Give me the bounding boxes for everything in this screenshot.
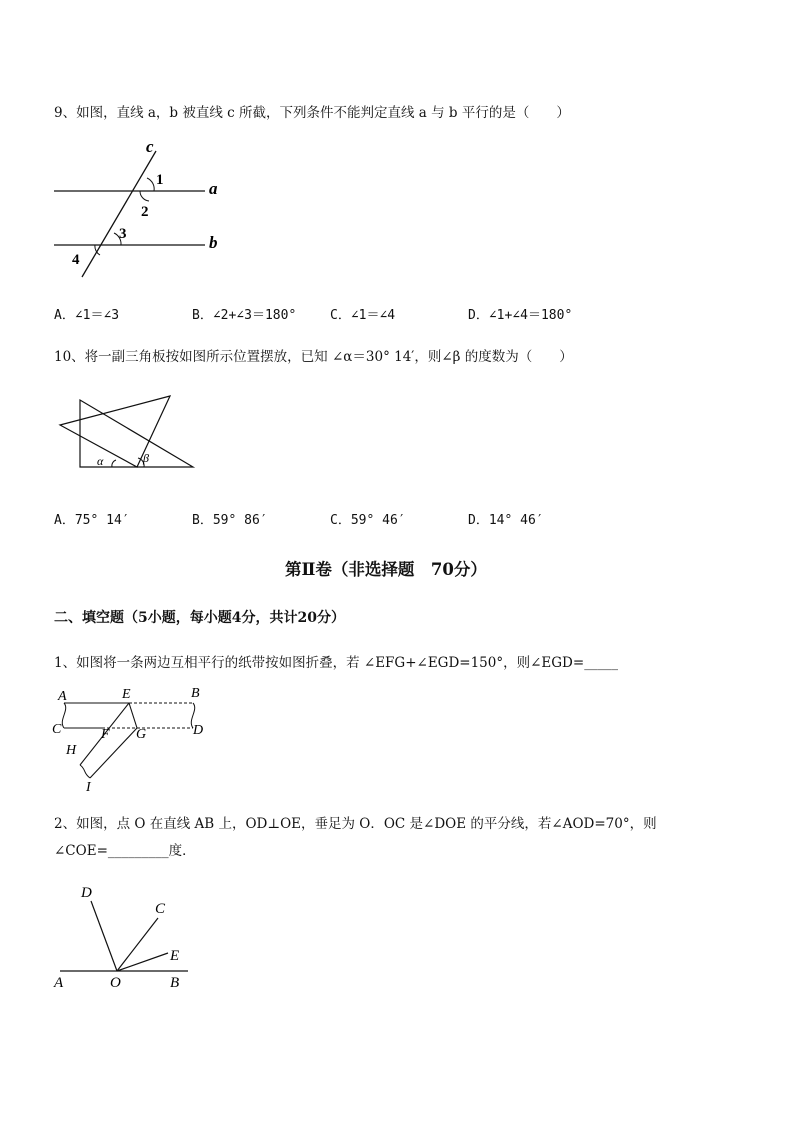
label-B: B <box>191 686 200 701</box>
q9-option-c[interactable]: C．∠1＝∠4 <box>330 308 396 323</box>
angle-1-arc <box>147 178 154 191</box>
label-A: A <box>54 975 64 991</box>
label-3: 3 <box>119 226 127 242</box>
fill-1-figure <box>52 683 212 795</box>
label-c: c <box>146 137 154 156</box>
fill-2-stem-line-2: ∠COE=_________度． <box>54 843 196 859</box>
question-10-figure <box>55 392 200 474</box>
label-A: A <box>58 689 67 704</box>
section-2-title: 第Ⅱ卷（非选择题 70分） <box>285 560 487 579</box>
fill-1-stem: 1、如图将一条两边互相平行的纸带按如图折叠，若 ∠EFG+∠EGD=150°，则∠EGD=_____ <box>54 655 618 671</box>
question-9-figure <box>50 134 240 284</box>
label-C: C <box>155 901 166 917</box>
label-O: O <box>110 975 121 991</box>
label-a: a <box>209 179 218 198</box>
label-I: I <box>86 780 91 795</box>
fold-line-eg <box>129 703 137 728</box>
ray-od <box>91 901 117 971</box>
folded-edge-gi <box>90 728 137 778</box>
fill-in-heading: 二、填空题（5小题，每小题4分，共计20分） <box>54 610 345 626</box>
q10-option-a[interactable]: A．75° 14′ <box>54 513 130 528</box>
question-9-stem: 9、如图，直线 a，b 被直线 c 所截，下列条件不能判定直线 a 与 b 平行的是（ ） <box>54 105 570 121</box>
label-alpha: α <box>97 454 104 468</box>
angle-2-arc <box>140 191 149 201</box>
q9-option-d[interactable]: D．∠1+∠4＝180° <box>468 308 573 323</box>
question-10-stem: 10、将一副三角板按如图所示位置摆放，已知 ∠α＝30° 14′，则∠β 的度数为（ ） <box>54 349 573 365</box>
label-b: b <box>209 233 218 252</box>
label-D: D <box>193 723 204 738</box>
label-B: B <box>170 975 180 991</box>
q10-option-d[interactable]: D．14° 46′ <box>468 513 544 528</box>
label-2: 2 <box>141 204 149 220</box>
label-C: C <box>52 722 62 737</box>
fill-2-stem-line-1: 2、如图，点 O 在直线 AB 上，OD⊥OE，垂足为 O．OC 是∠DOE 的平分线，若∠AOD=70°，则 <box>54 816 657 832</box>
triangle-ruler-2 <box>60 396 170 467</box>
label-E: E <box>122 687 131 702</box>
q9-option-a[interactable]: A．∠1＝∠3 <box>54 308 120 323</box>
q10-option-c[interactable]: C．59° 46′ <box>330 513 406 528</box>
label-D: D <box>81 885 92 901</box>
fill-2-figure <box>50 880 200 992</box>
strip-left-tear <box>62 703 65 728</box>
label-H: H <box>66 743 77 758</box>
label-4: 4 <box>72 252 80 268</box>
label-1: 1 <box>156 172 164 188</box>
label-G: G <box>136 727 147 742</box>
label-F: F <box>101 727 110 742</box>
folded-tear <box>80 765 90 778</box>
q10-option-b[interactable]: B．59° 86′ <box>192 513 268 528</box>
q9-option-b[interactable]: B．∠2+∠3＝180° <box>192 308 297 323</box>
angle-alpha-arc <box>112 460 116 467</box>
label-E: E <box>170 948 180 964</box>
label-beta: β <box>143 451 149 465</box>
ray-oc <box>117 918 158 971</box>
